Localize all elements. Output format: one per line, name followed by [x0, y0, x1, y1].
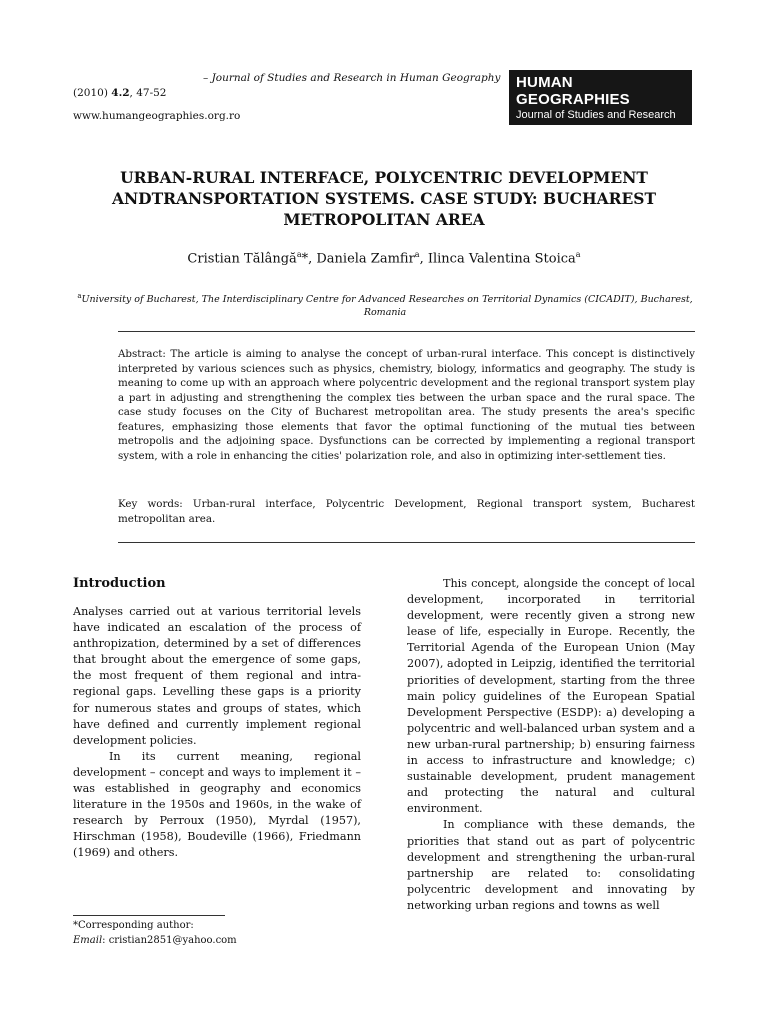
logo-subtitle-line-2: in Human Geography	[516, 124, 621, 136]
journal-website: www.humangeographies.org.ro	[73, 110, 241, 122]
affiliation-mark: a	[77, 292, 82, 300]
abstract-text: The article is aiming to analyse the concept of urban-rural interface. This concept is distinctively interpreted by various sciences such as physics, chemistry, biology, informatics and geography. The study is meaning to come up with an approach where polycentric development and the regional transport system play a part in adjusting and strengthening the complex ties between the urban space and the rural space. The case study focuses on the City of Bucharest metropolitan area. The study presents the area's specific features, emphasizing those elements that favor the optimal functioning of the mutual ties between metropolis and the adjoining space. Dysfunctions can be corrected by implementing a regional transport system, with a role in enhancing the cities' polarization role, and also in optimizing inter-settlement ties.	[118, 348, 695, 462]
journal-logo	[509, 70, 692, 136]
journal-name-line: – Journal of Studies and Research in Human Geography	[203, 72, 501, 84]
abstract-bottom-rule	[118, 542, 695, 543]
affiliation	[60, 290, 710, 319]
abstract-top-rule	[118, 331, 695, 332]
footnote	[73, 918, 237, 948]
author-separator: *,	[301, 251, 317, 267]
footnote-rule	[73, 915, 225, 916]
left-column	[73, 576, 361, 862]
keywords	[118, 497, 695, 526]
section-heading-introduction: Introduction	[73, 576, 166, 591]
abstract-label: Abstract:	[118, 348, 166, 360]
author-name: Ilinca Valentina Stoica	[427, 251, 576, 267]
body-paragraph: In compliance with these demands, the priorities that stand out as part of polycentric development and strengthening the urban-rural partnership are related to: consolidating polycentric development and innovating by networking urban regions and towns as well	[407, 818, 695, 912]
author-name: Daniela Zamfir	[316, 251, 415, 267]
author-list	[90, 250, 678, 266]
year: (2010)	[73, 87, 112, 99]
volume-number: 4.2	[111, 87, 130, 99]
body-paragraph: In its current meaning, regional development – concept and ways to implement it – was established in geography and economics literature in the 1950s and 1960s, in the wake of research by Perroux (1950), Myrdal (1957), Hirschman (1958), Boudeville (1966), Friedmann (1969) and others.	[73, 749, 361, 860]
author-separator: ,	[419, 251, 428, 267]
keywords-text: Urban-rural interface, Polycentric Development, Regional transport system, Bucharest metropolitan area.	[118, 498, 695, 525]
author-name: Cristian Tălângă	[187, 251, 297, 267]
page-range: , 47-52	[129, 87, 167, 99]
right-column	[407, 576, 695, 914]
affiliation-mark: a	[575, 250, 581, 259]
keywords-label: Key words:	[118, 498, 183, 510]
affiliation-mark: a	[296, 250, 302, 259]
affiliation-text: University of Bucharest, The Interdisciplinary Centre for Advanced Researches on Territorial Dynamics (CICADIT), Bucharest, Romania	[81, 294, 693, 319]
corresponding-author-label: *Corresponding author:	[73, 920, 194, 931]
logo-title: HUMAN GEOGRAPHIES	[516, 74, 630, 108]
body-paragraph: Analyses carried out at various territorial levels have indicated an escalation of the process of anthropization, determined by a set of differences that brought about the emergence of some gaps, the most frequent of them regional and intra-regional gaps. Levelling these gaps is a priority for numerous states and groups of states, which have defined and currently implement regional development policies.	[73, 605, 361, 747]
paper-title: URBAN-RURAL INTERFACE, POLYCENTRIC DEVELOPMENT ANDTRANSPORTATION SYSTEMS. CASE STUDY: BUCHAREST METROPOLITAN AREA	[111, 168, 657, 229]
body-paragraph: This concept, alongside the concept of local development, incorporated in territorial development, were recently given a strong new lease of life, especially in Europe. Recently, the Territorial Agenda of the European Union (May 2007), adopted in Leipzig, identified the territorial priorities of development, starting from the three main policy guidelines of the European Spatial Development Perspective (ESDP): a) developing a polycentric and well-balanced urban system and a new urban-rural partnership; b) ensuring fairness in access to infrastructure and knowledge; c) sustainable development, prudent management and protecting the natural and cultural environment.	[407, 577, 695, 816]
logo-subtitle-line-1: Journal of Studies and Research	[516, 109, 676, 121]
corresponding-email	[73, 933, 237, 948]
email-label: Email	[73, 935, 103, 946]
email-address: : cristian2851@yahoo.com	[102, 935, 237, 946]
affiliation-mark: a	[414, 250, 420, 259]
volume-info	[73, 87, 167, 99]
abstract	[118, 347, 695, 463]
